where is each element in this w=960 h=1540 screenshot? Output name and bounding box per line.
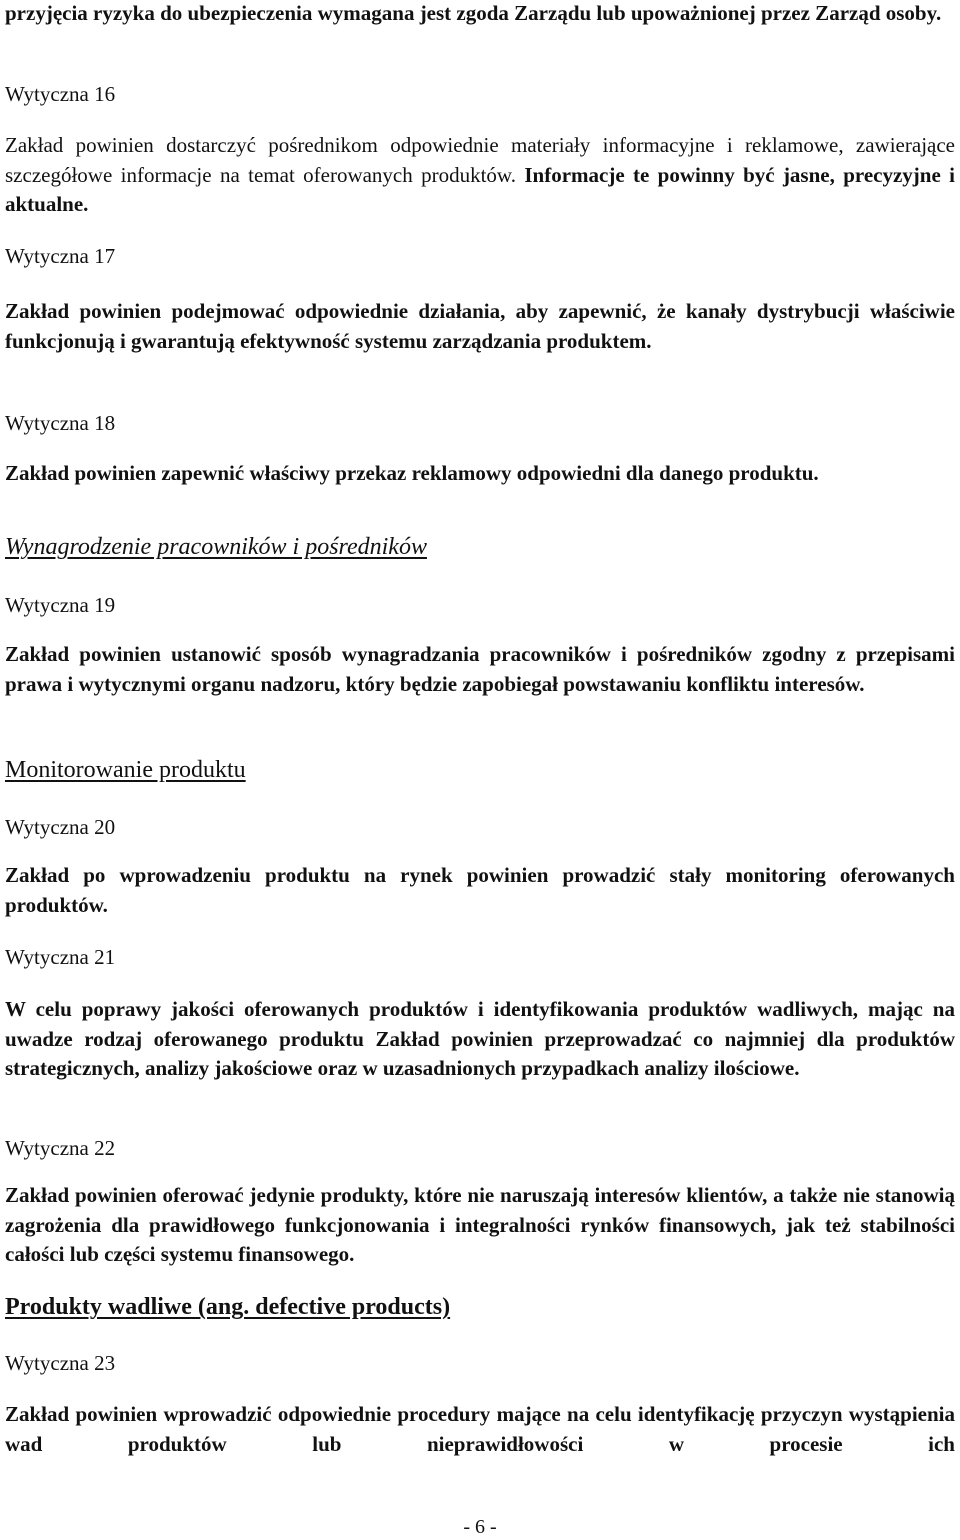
guideline-23-text: Zakład powinien wprowadzić odpowiednie procedury mające na celu identyfikację przyczyn wystąpienia wad produktów lub nieprawidłowości w procesie ich xyxy=(5,1402,955,1456)
guideline-23-label: Wytyczna 23 xyxy=(5,1351,116,1375)
guideline-22-text: Zakład powinien oferować jedynie produkty, które nie naruszają interesów klientów, a także nie stanowią zagrożenia dla prawidłowego funkcjonowania i integralności rynków finansowych, jak też stabilności całości lub części systemu finansowego. xyxy=(5,1183,955,1266)
guideline-16-label: Wytyczna 16 xyxy=(5,82,116,106)
guideline-19-text: Zakład powinien ustanowić sposób wynagradzania pracowników i pośredników zgodny z przepisami prawa i wytycznymi organu nadzoru, który będzie zapobiegał powstawaniu konfliktu interesów. xyxy=(5,642,955,696)
guideline-17-text: Zakład powinien podejmować odpowiednie działania, aby zapewnić, że kanały dystrybucji właściwie funkcjonują i gwarantują efektywność systemu zarządzania produktem. xyxy=(5,299,955,353)
section-heading-remuneration: Wynagrodzenie pracowników i pośredników xyxy=(5,534,427,560)
continuation-paragraph: przyjęcia ryzyka do ubezpieczenia wymagana jest zgoda Zarządu lub upoważnionej przez Zarząd osoby. xyxy=(5,1,942,25)
guideline-20-label: Wytyczna 20 xyxy=(5,815,116,839)
guideline-22-label: Wytyczna 22 xyxy=(5,1136,116,1160)
guideline-21-label: Wytyczna 21 xyxy=(5,945,116,969)
guideline-19-label: Wytyczna 19 xyxy=(5,593,116,617)
guideline-21-text: W celu poprawy jakości oferowanych produktów i identyfikowania produktów wadliwych, mając na uwadze rodzaj oferowanego produktu Zakład powinien przeprowadzać co najmniej dla produktów strategicznych, analizy jakościowe oraz w uzasadnionych przypadkach analizy ilościowe. xyxy=(5,997,955,1080)
guideline-16-text-bold: Informacje te powinny być jasne, precyzyjne i aktualne. xyxy=(5,162,955,216)
page-number: - 6 - xyxy=(463,1516,497,1538)
section-heading-monitoring: Monitorowanie produktu xyxy=(5,757,246,783)
guideline-16-text xyxy=(5,131,955,220)
guideline-17-label: Wytyczna 17 xyxy=(5,244,116,268)
guideline-20-text: Zakład po wprowadzeniu produktu na rynek powinien prowadzić stały monitoring oferowanych produktów. xyxy=(5,863,955,917)
guideline-16-text-normal: Zakład powinien dostarczyć pośrednikom odpowiednie materiały informacyjne i reklamowe, zawierające szczegółowe informacje na temat oferowanych produktów. xyxy=(5,133,955,187)
guideline-18-label: Wytyczna 18 xyxy=(5,411,116,435)
section-heading-defective-products: Produkty wadliwe (ang. defective products) xyxy=(5,1294,451,1320)
guideline-18-text: Zakład powinien zapewnić właściwy przekaz reklamowy odpowiedni dla danego produktu. xyxy=(5,461,819,485)
